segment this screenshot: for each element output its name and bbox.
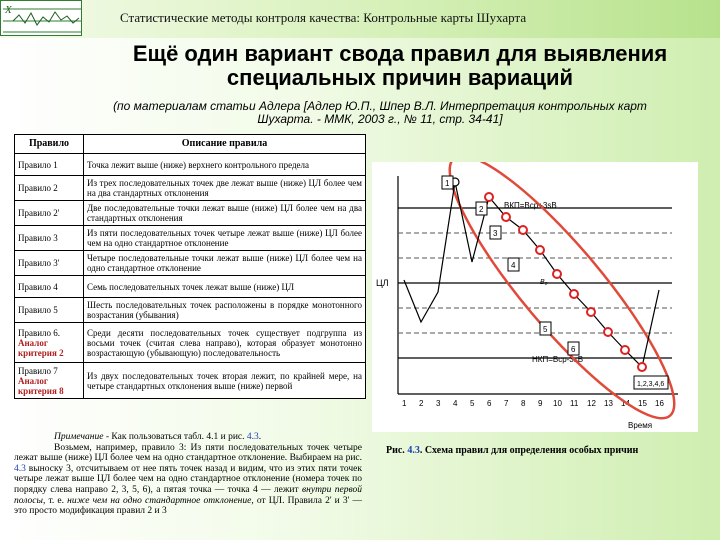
caption-figure-number: 4.3: [407, 445, 420, 456]
x-tick-label: 6: [487, 399, 492, 408]
figure-reference-link[interactable]: 4.3: [246, 432, 259, 442]
rule-name: Правило 5: [15, 298, 84, 323]
x-tick-label: 11: [570, 399, 579, 408]
logo: [0, 0, 82, 36]
note-intro-end: .: [258, 432, 262, 442]
x-tick-label: 12: [587, 399, 596, 408]
highlight-ellipse: [423, 162, 698, 432]
data-point-highlighted: [553, 270, 561, 278]
rule-description: Две последовательные точки лежат выше (ниже) ЦЛ более чем на два стандартных отклонения: [84, 201, 366, 226]
table-row: [15, 298, 366, 323]
rules-table: [14, 134, 366, 399]
rule-analog: Аналог критерия 2: [18, 337, 64, 358]
table-row: [15, 176, 366, 201]
control-chart-svg: [372, 162, 698, 432]
x-tick-label: 1: [402, 399, 407, 408]
data-point-highlighted: [604, 328, 612, 336]
rule-analog: Аналог критерия 8: [18, 375, 64, 396]
x-tick-label: 8: [521, 399, 526, 408]
callout-label: 1,2,3,4,6: [637, 381, 665, 388]
rule-description: Из двух последовательных точек вторая лежит, по крайней мере, на четыре стандартных отклонения выше (ниже) первой: [84, 363, 366, 399]
rule-description: Среди десяти последовательных точек существует подгруппа из восьми точек (считая слева направо), которая образует монотонно возрастающую (убывающую) последовательность: [84, 323, 366, 363]
slide-subtitle: [80, 100, 680, 126]
callout-label: 6: [571, 345, 576, 354]
rule-name: Правило 1: [15, 154, 84, 176]
x-tick-label: 9: [538, 399, 543, 408]
caption-prefix: Рис.: [386, 445, 408, 456]
figure-reference-link[interactable]: 4.3: [14, 463, 26, 474]
subtitle-line-2: Шухарта. - ММК, 2003 г., № 11, стр. 34-41]: [257, 112, 503, 126]
table-row: [15, 226, 366, 251]
rule-name: Правило 7: [18, 365, 58, 376]
table-row: [15, 201, 366, 226]
x-tick-label: 3: [436, 399, 441, 408]
note-paragraph-2: [14, 443, 362, 517]
note-emphasis-2: ниже чем на одно стандартное отклонение: [67, 495, 252, 506]
lcl-label: НКП=Bср-3sB: [532, 355, 584, 364]
callout-label: 4: [511, 261, 516, 270]
rule-name: Правило 3': [15, 251, 84, 276]
x-tick-label: 4: [453, 399, 458, 408]
x-tick-label: 15: [638, 399, 647, 408]
x-tick-label: 2: [419, 399, 424, 408]
data-point-highlighted: [587, 308, 595, 316]
table-row: [15, 363, 366, 399]
rule-description: Шесть последовательных точек расположены в порядке монотонного возрастания (убывания): [84, 298, 366, 323]
time-axis-label: Время: [628, 421, 653, 430]
control-chart-logo-icon: [1, 1, 83, 37]
table-row: [15, 276, 366, 298]
rule-description: Четыре последовательные точки лежат выше (ниже) ЦЛ более чем на одно стандартное отклонение: [84, 251, 366, 276]
center-line-label: ЦЛ: [376, 278, 389, 288]
slide-title: [100, 42, 700, 90]
data-point-highlighted: [485, 193, 493, 201]
control-chart-figure: [372, 162, 698, 432]
data-point-highlighted: [519, 226, 527, 234]
rule-name: Правило 2': [15, 201, 84, 226]
table-row: [15, 154, 366, 176]
callout-label: 1: [445, 179, 450, 188]
x-tick-label: 13: [604, 399, 613, 408]
data-point-highlighted: [621, 346, 629, 354]
note-paragraph-1: [14, 432, 362, 443]
slide-title-line-2: специальных причин вариаций: [226, 65, 574, 90]
x-tick-label: 16: [655, 399, 664, 408]
callout-label: 2: [479, 205, 484, 214]
table-header-row: [15, 135, 366, 154]
note-text-a: Возьмем, например, правило 3: Из пяти последовательных точек четыре лежат выше (ниже) ЦЛ более чем на одно стандартное отклонение. Выбираем на рис.: [14, 442, 362, 464]
rule-name: Правило 6.: [18, 327, 61, 338]
rule-name-cell: [15, 323, 84, 363]
note-text-c: , т. е.: [42, 495, 68, 506]
table-row: [15, 323, 366, 363]
rule-name-cell: [15, 363, 84, 399]
logo-label: X: [5, 4, 12, 16]
note-text: [14, 432, 362, 517]
rule-description: Из трех последовательных точек две лежат выше (ниже) ЦЛ более чем на два стандартных отклонения: [84, 176, 366, 201]
rule-description: Семь последовательных точек лежат выше (ниже) ЦЛ: [84, 276, 366, 298]
column-header-rule: Правило: [15, 135, 84, 154]
data-point-highlighted: [570, 290, 578, 298]
x-tick-label: 10: [553, 399, 562, 408]
data-point-highlighted: [502, 213, 510, 221]
figure-caption: [386, 445, 716, 456]
header-title: Статистические методы контроля качества: Контрольные карты Шухарта: [120, 10, 527, 25]
x-tick-label: 5: [470, 399, 475, 408]
note-text-b: выноску 3, отсчитываем от нее пять точек назад и видим, что из этих пяти точек четыре лежат выше ЦЛ более чем на одно стандартное отклонение (номера точек по порядку слева направо 2, 3, 5, 6), а пятая точка — точка 4 — лежит: [14, 463, 362, 495]
rule-description: Из пяти последовательных точек четыре лежат выше (ниже) ЦЛ более чем на одно стандартное отклонение: [84, 226, 366, 251]
ucl-label: ВКП=Bср+3sB: [504, 201, 557, 210]
rule-description: Точка лежит выше (ниже) верхнего контрольного предела: [84, 154, 366, 176]
data-point-highlighted: [638, 363, 646, 371]
slide-title-line-1: Ещё один вариант свода правил для выявления: [132, 41, 668, 66]
note-label: Примечание: [54, 432, 104, 442]
note-text-d: , от ЦЛ. Правила 2' и 3' — это просто модификация правил 2 и 3: [14, 495, 362, 517]
rule-name: Правило 4: [15, 276, 84, 298]
x-tick-label: 7: [504, 399, 509, 408]
note-emphasis-1: внутри первой полосы: [14, 484, 362, 506]
caption-text: . Схема правил для определения особых причин: [419, 445, 639, 456]
data-point-highlighted: [536, 246, 544, 254]
rule-name: Правило 2: [15, 176, 84, 201]
b0-label: B₀: [540, 279, 548, 286]
callout-label: 3: [493, 229, 498, 238]
x-tick-label: 14: [621, 399, 630, 408]
rule-name: Правило 3: [15, 226, 84, 251]
table-row: [15, 251, 366, 276]
header-bar: [0, 0, 720, 38]
subtitle-line-1: (по материалам статьи Адлера [Адлер Ю.П., Шпер В.Л. Интерпретация контрольных карт: [113, 99, 647, 113]
column-header-description: Описание правила: [84, 135, 366, 154]
callout-label: 5: [543, 325, 548, 334]
note-intro: - Как пользоваться табл. 4.1 и рис.: [103, 432, 247, 442]
